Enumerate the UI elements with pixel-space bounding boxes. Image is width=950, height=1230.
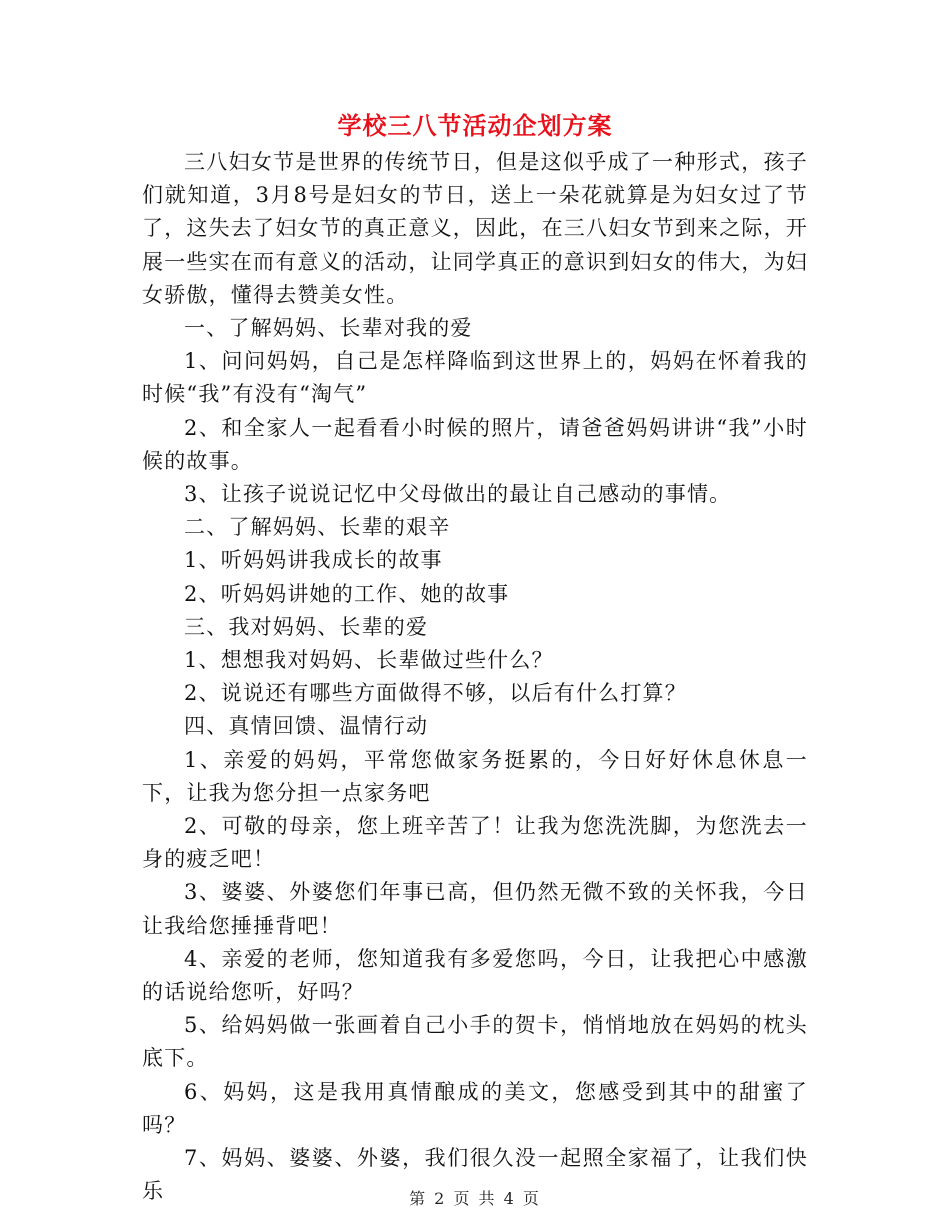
list-item: 1、想想我对妈妈、长辈做过些什么？ — [184, 648, 554, 673]
intro-paragraph: 三八妇女节是世界的传统节日，但是这似乎成了一种形式，孩子们就知道，3月8号是妇女的节日，送上一朵花就算是为妇女过了节了，这失去了妇女节的真正意义，因此，在三八妇女节到来之际，开展一些实在而有意义的活动，让同学真正的意识到妇女的伟大，为妇女骄傲，懂得去赞美女性。 — [142, 150, 808, 307]
list-item: 6、妈妈，这是我用真情酿成的美文，您感受到其中的甜蜜了吗？ — [142, 1079, 808, 1137]
document-body — [142, 146, 808, 1209]
section-heading-3: 三、我对妈妈、长辈的爱 — [184, 614, 429, 639]
list-item: 3、婆婆、外婆您们年事已高，但仍然无微不致的关怀我，今日让我给您捶捶背吧！ — [142, 880, 808, 938]
section-heading-2: 二、了解妈妈、长辈的艰辛 — [184, 515, 451, 540]
list-item: 3、让孩子说说记忆中父母做出的最让自己感动的事情。 — [184, 482, 732, 507]
list-item: 4、亲爱的老师，您知道我有多爱您吗，今日，让我把心中感激的话说给您听，好吗？ — [142, 946, 808, 1005]
list-item: 5、给妈妈做一张画着自己小手的贺卡，悄悄地放在妈妈的枕头底下。 — [142, 1013, 808, 1071]
page-number-footer: 第 2 页 共 4 页 — [409, 1189, 541, 1208]
list-item: 2、和全家人一起看看小时候的照片，请爸爸妈妈讲讲“我”小时候的故事。 — [142, 415, 808, 473]
list-item: 2、说说还有哪些方面做得不够，以后有什么打算？ — [184, 681, 687, 706]
list-item: 1、听妈妈讲我成长的故事 — [184, 548, 443, 573]
list-item: 7、妈妈、婆婆、外婆，我们很久没一起照全家福了，让我们快乐 — [142, 1146, 808, 1204]
document-title: 学校三八节活动企划方案 — [337, 111, 613, 140]
section-heading-4: 四、真情回馈、温情行动 — [184, 714, 429, 739]
section-heading-1: 一、了解妈妈、长辈对我的爱 — [184, 316, 473, 341]
list-item: 1、问问妈妈，自己是怎样降临到这世界上的，妈妈在怀着我的时候“我”有没有“淘气” — [142, 349, 808, 407]
list-item: 1、亲爱的妈妈，平常您做家务挺累的，今日好好休息休息一下，让我为您分担一点家务吧 — [142, 747, 808, 805]
list-item: 2、听妈妈讲她的工作、她的故事 — [184, 581, 510, 606]
list-item: 2、可敬的母亲，您上班辛苦了！让我为您洗洗脚，为您洗去一身的疲乏吧！ — [142, 814, 808, 872]
